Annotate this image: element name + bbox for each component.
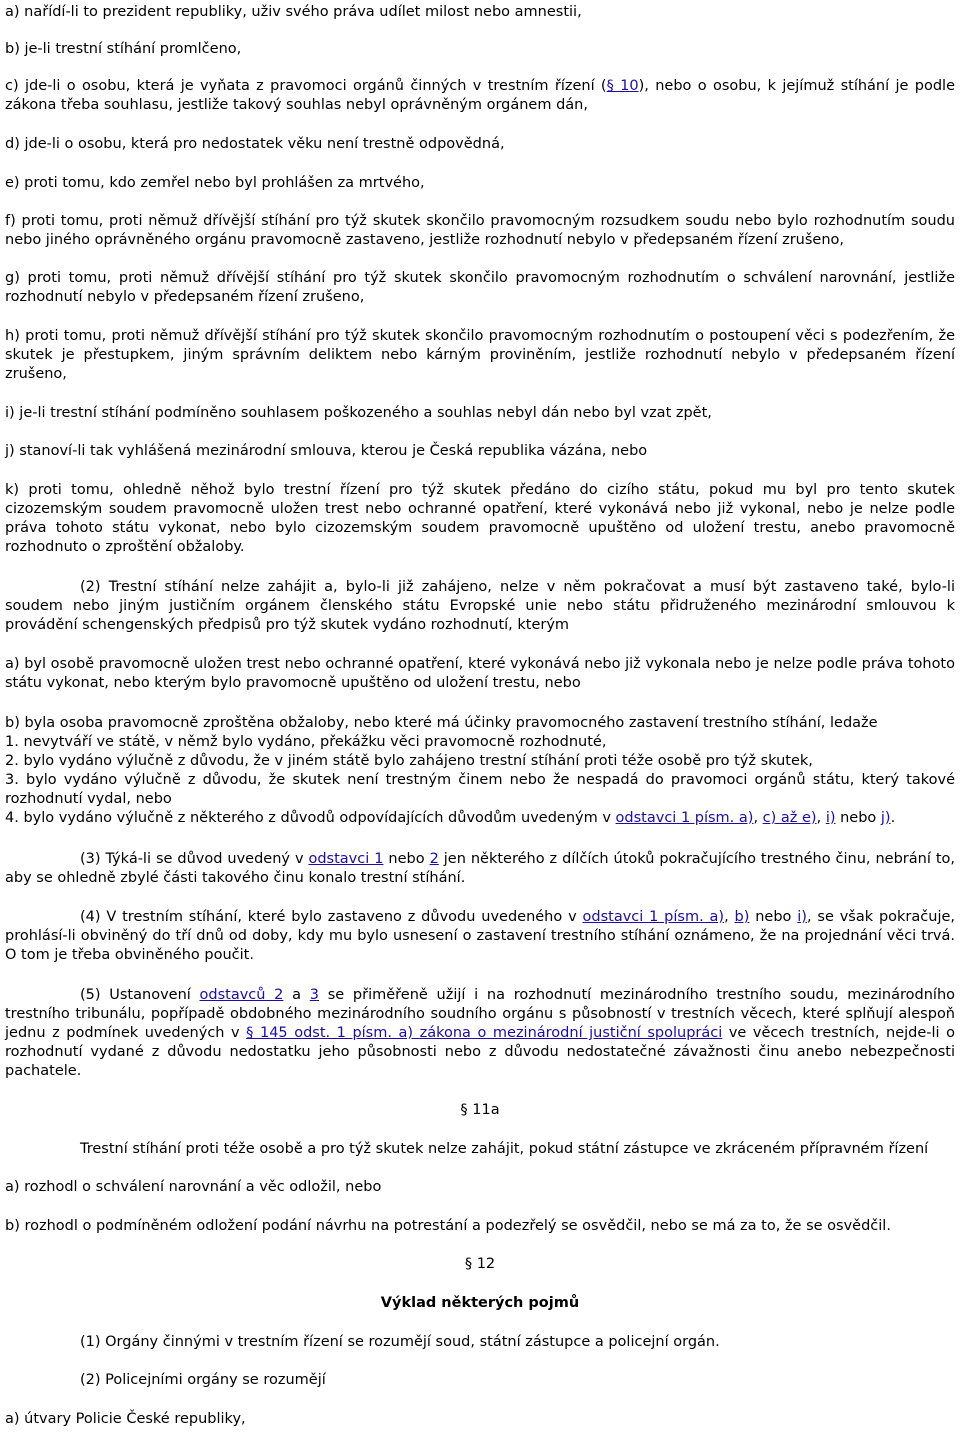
- text: ,: [753, 810, 763, 826]
- list-item: 3. bylo vydáno výlučně z důvodu, že skutek není trestným činem nebo že nespadá do pravomoci orgánů státu, který takové rozhodnutí vydal, nebo: [5, 772, 955, 807]
- paragraph-12-2: (2) Policejními orgány se rozumějí: [80, 1372, 326, 1388]
- paragraph-f-prior-judgment: f) proti tomu, proti němuž dřívější stíhání pro týž skutek skončilo pravomocným rozsudkem soudu nebo bylo rozhodnutím soudu nebo jiného oprávněného orgánu pravomocně zastaveno, jestliže rozhodnutí nebylo v předepsaném řízení zrušeno,: [5, 213, 955, 248]
- paragraph-e-deceased: e) proti tomu, kdo zemřel nebo byl prohlášen za mrtvého,: [5, 175, 425, 191]
- section-title-12: Výklad některých pojmů: [380, 1295, 580, 1311]
- link-section-145[interactable]: § 145 odst. 1 písm. a) zákona o mezinárodní justiční spolupráci: [246, 1025, 723, 1041]
- paragraph-11a-b: b) rozhodl o podmíněném odložení podání návrhu na potrestání a podezřelý se osvědčil, nebo se má za to, že se osvědčil.: [5, 1218, 891, 1234]
- section-heading-12: § 12: [464, 1256, 496, 1272]
- paragraph-g-settlement: g) proti tomu, proti němuž dřívější stíhání pro týž skutek skončilo pravomocným rozhodnutím o schválení narovnání, jestliže rozhodnutí nebylo v předepsaném řízení zrušeno,: [5, 270, 955, 305]
- paragraph-12-1: (1) Orgány činnými v trestním řízení se rozumějí soud, státní zástupce a policejní orgán.: [80, 1334, 720, 1350]
- link-b[interactable]: b): [734, 909, 750, 925]
- paragraph-11a-intro: Trestní stíhání proti téže osobě a pro týž skutek nelze zahájit, pokud státní zástupce ve zkráceném přípravném řízení: [80, 1141, 929, 1157]
- text: nebo: [749, 909, 798, 925]
- paragraph-4-continuation: [5, 908, 955, 965]
- link-par1-a[interactable]: odstavci 1 písm. a): [582, 909, 725, 925]
- link-section-10[interactable]: § 10: [606, 78, 639, 94]
- text: ,: [724, 909, 735, 925]
- text: ,: [816, 810, 826, 826]
- text: c) jde-li o osobu, která je vyňata z pravomoci orgánů činných v trestním řízení (: [5, 78, 607, 94]
- paragraph-j-treaty: j) stanoví-li tak vyhlášená mezinárodní smlouva, kterou je Česká republika vázána, nebo: [5, 443, 648, 459]
- text: ), nebo o osobu, k jejímuž stíhání je podle zákona třeba souhlasu, jestliže takový souhlas nebyl oprávněným orgánem dán,: [5, 78, 955, 113]
- paragraph-2-schengen: (2) Trestní stíhání nelze zahájit a, bylo-li již zahájeno, nelze v něm pokračovat a musí být zastaveno také, bylo-li soudem nebo jiným justičním orgánem členského státu Evropské unie nebo státu přidruženého mezinárodní smlouvou k provádění schengenských předpisů pro týž skutek vydáno rozhodnutí, kterým: [5, 579, 955, 633]
- link-c-to-e[interactable]: c) až e): [762, 810, 817, 826]
- text: .: [890, 810, 896, 826]
- link-i[interactable]: i): [825, 810, 836, 826]
- paragraph-c-immunity: [5, 77, 955, 115]
- paragraph-2a-sentence: a) byl osobě pravomocně uložen trest nebo ochranné opatření, které vykonává nebo již vykonala nebo je nelze podle práva tohoto státu vykonat, nebo kterým bylo pravomocně upuštěno od uložení trestu, nebo: [5, 656, 955, 691]
- link-j[interactable]: j): [880, 810, 891, 826]
- link-par-1[interactable]: odstavci 1: [308, 851, 384, 867]
- text: nebo: [383, 851, 430, 867]
- paragraph-12-2a: a) útvary Policie České republiky,: [5, 1411, 246, 1427]
- text: , se však pokračuje, prohlásí-li obviněný do tří dnů od doby, kdy mu bylo usnesení o zastavení trestního stíhání oznámeno, že na projednání věci trvá. O tom je třeba obviněného poučit.: [5, 909, 955, 963]
- paragraph-11a-a: a) rozhodl o schválení narovnání a věc odložil, nebo: [5, 1179, 382, 1195]
- text: 4. bylo vydáno výlučně z některého z důvodů odpovídajících důvodům uvedeným v: [5, 810, 616, 826]
- text: se přiměřeně užijí i na rozhodnutí mezinárodního trestního soudu, mezinárodního trestního tribunálu, popřípadě obdobného mezinárodního soudního orgánu s působností v trestních věcech, které splňují alespoň jednu z podmínek uvedených v: [5, 987, 956, 1041]
- link-par-3[interactable]: 3: [309, 987, 319, 1003]
- paragraph-2b-acquittal: [5, 714, 955, 828]
- paragraph-5-international-courts: [5, 986, 955, 1081]
- section-heading-11a: § 11a: [460, 1102, 500, 1118]
- link-i[interactable]: i): [797, 909, 807, 925]
- list-item: [5, 809, 955, 828]
- paragraph-k-foreign-transfer: k) proti tomu, ohledně něhož bylo trestní řízení pro týž skutek předáno do cizího státu, pokud mu byl pro tento skutek cizozemským soudem pravomocně uložen trest nebo ochranné opatření, které vykonává nebo již vykonal, nebo je nelze podle práva tohoto státu vykonat, nebo bylo cizozemským soudem pravomocně upuštěno od uložení trestu, anebo pravomocně rozhodnuto o zproštění obžaloby.: [5, 482, 955, 555]
- list-item: 2. bylo vydáno výlučně z důvodu, že v jiném státě bylo zahájeno trestní stíhání proti téže osobě pro týž skutek,: [5, 753, 813, 769]
- paragraph-d-age: d) jde-li o osobu, která pro nedostatek věku není trestně odpovědná,: [5, 136, 505, 152]
- paragraph-h-referral: h) proti tomu, proti němuž dřívější stíhání pro týž skutek skončilo pravomocným rozhodnutím o postoupení věci s podezřením, že skutek je přestupkem, jiným správním deliktem nebo kárným proviněním, jestliže rozhodnutí nebylo v předepsaném řízení zrušeno,: [5, 328, 955, 382]
- link-par1-a[interactable]: odstavci 1 písm. a): [615, 810, 754, 826]
- paragraph-3-partial-acts: [5, 850, 955, 888]
- text: jen některého z dílčích útoků pokračujícího trestného činu, nebrání to, aby se ohledně zbylé části takového činu konalo trestní stíhání.: [5, 851, 955, 886]
- text: (4) V trestním stíhání, které bylo zastaveno z důvodu uvedeného v: [80, 909, 583, 925]
- paragraph-b-statute-of-limitations: b) je-li trestní stíhání promlčeno,: [5, 41, 242, 57]
- link-par-2[interactable]: 2: [429, 851, 439, 867]
- text: a: [283, 987, 310, 1003]
- text: nebo: [835, 810, 881, 826]
- paragraph-a-amnesty: a) nařídí-li to prezident republiky, uživ svého práva udílet milost nebo amnestii,: [5, 4, 582, 20]
- text: ve věcech trestních, nejde-li o rozhodnutí vydané z důvodu nedostatku jeho působnosti nebo z důvodu nedostatečné závažnosti činu anebo nebezpečnosti pachatele.: [5, 1025, 955, 1079]
- list-item: 1. nevytváří ve státě, v němž bylo vydáno, překážku věci pravomocně rozhodnuté,: [5, 734, 607, 750]
- paragraph-i-consent: i) je-li trestní stíhání podmíněno souhlasem poškozeného a souhlas nebyl dán nebo byl vzat zpět,: [5, 405, 712, 421]
- text: (5) Ustanovení: [80, 987, 200, 1003]
- text: (3) Týká-li se důvod uvedený v: [80, 851, 309, 867]
- link-par-2[interactable]: odstavců 2: [199, 987, 284, 1003]
- text-line: b) byla osoba pravomocně zproštěna obžaloby, nebo které má účinky pravomocného zastavení trestního stíhání, ledaže: [5, 715, 878, 731]
